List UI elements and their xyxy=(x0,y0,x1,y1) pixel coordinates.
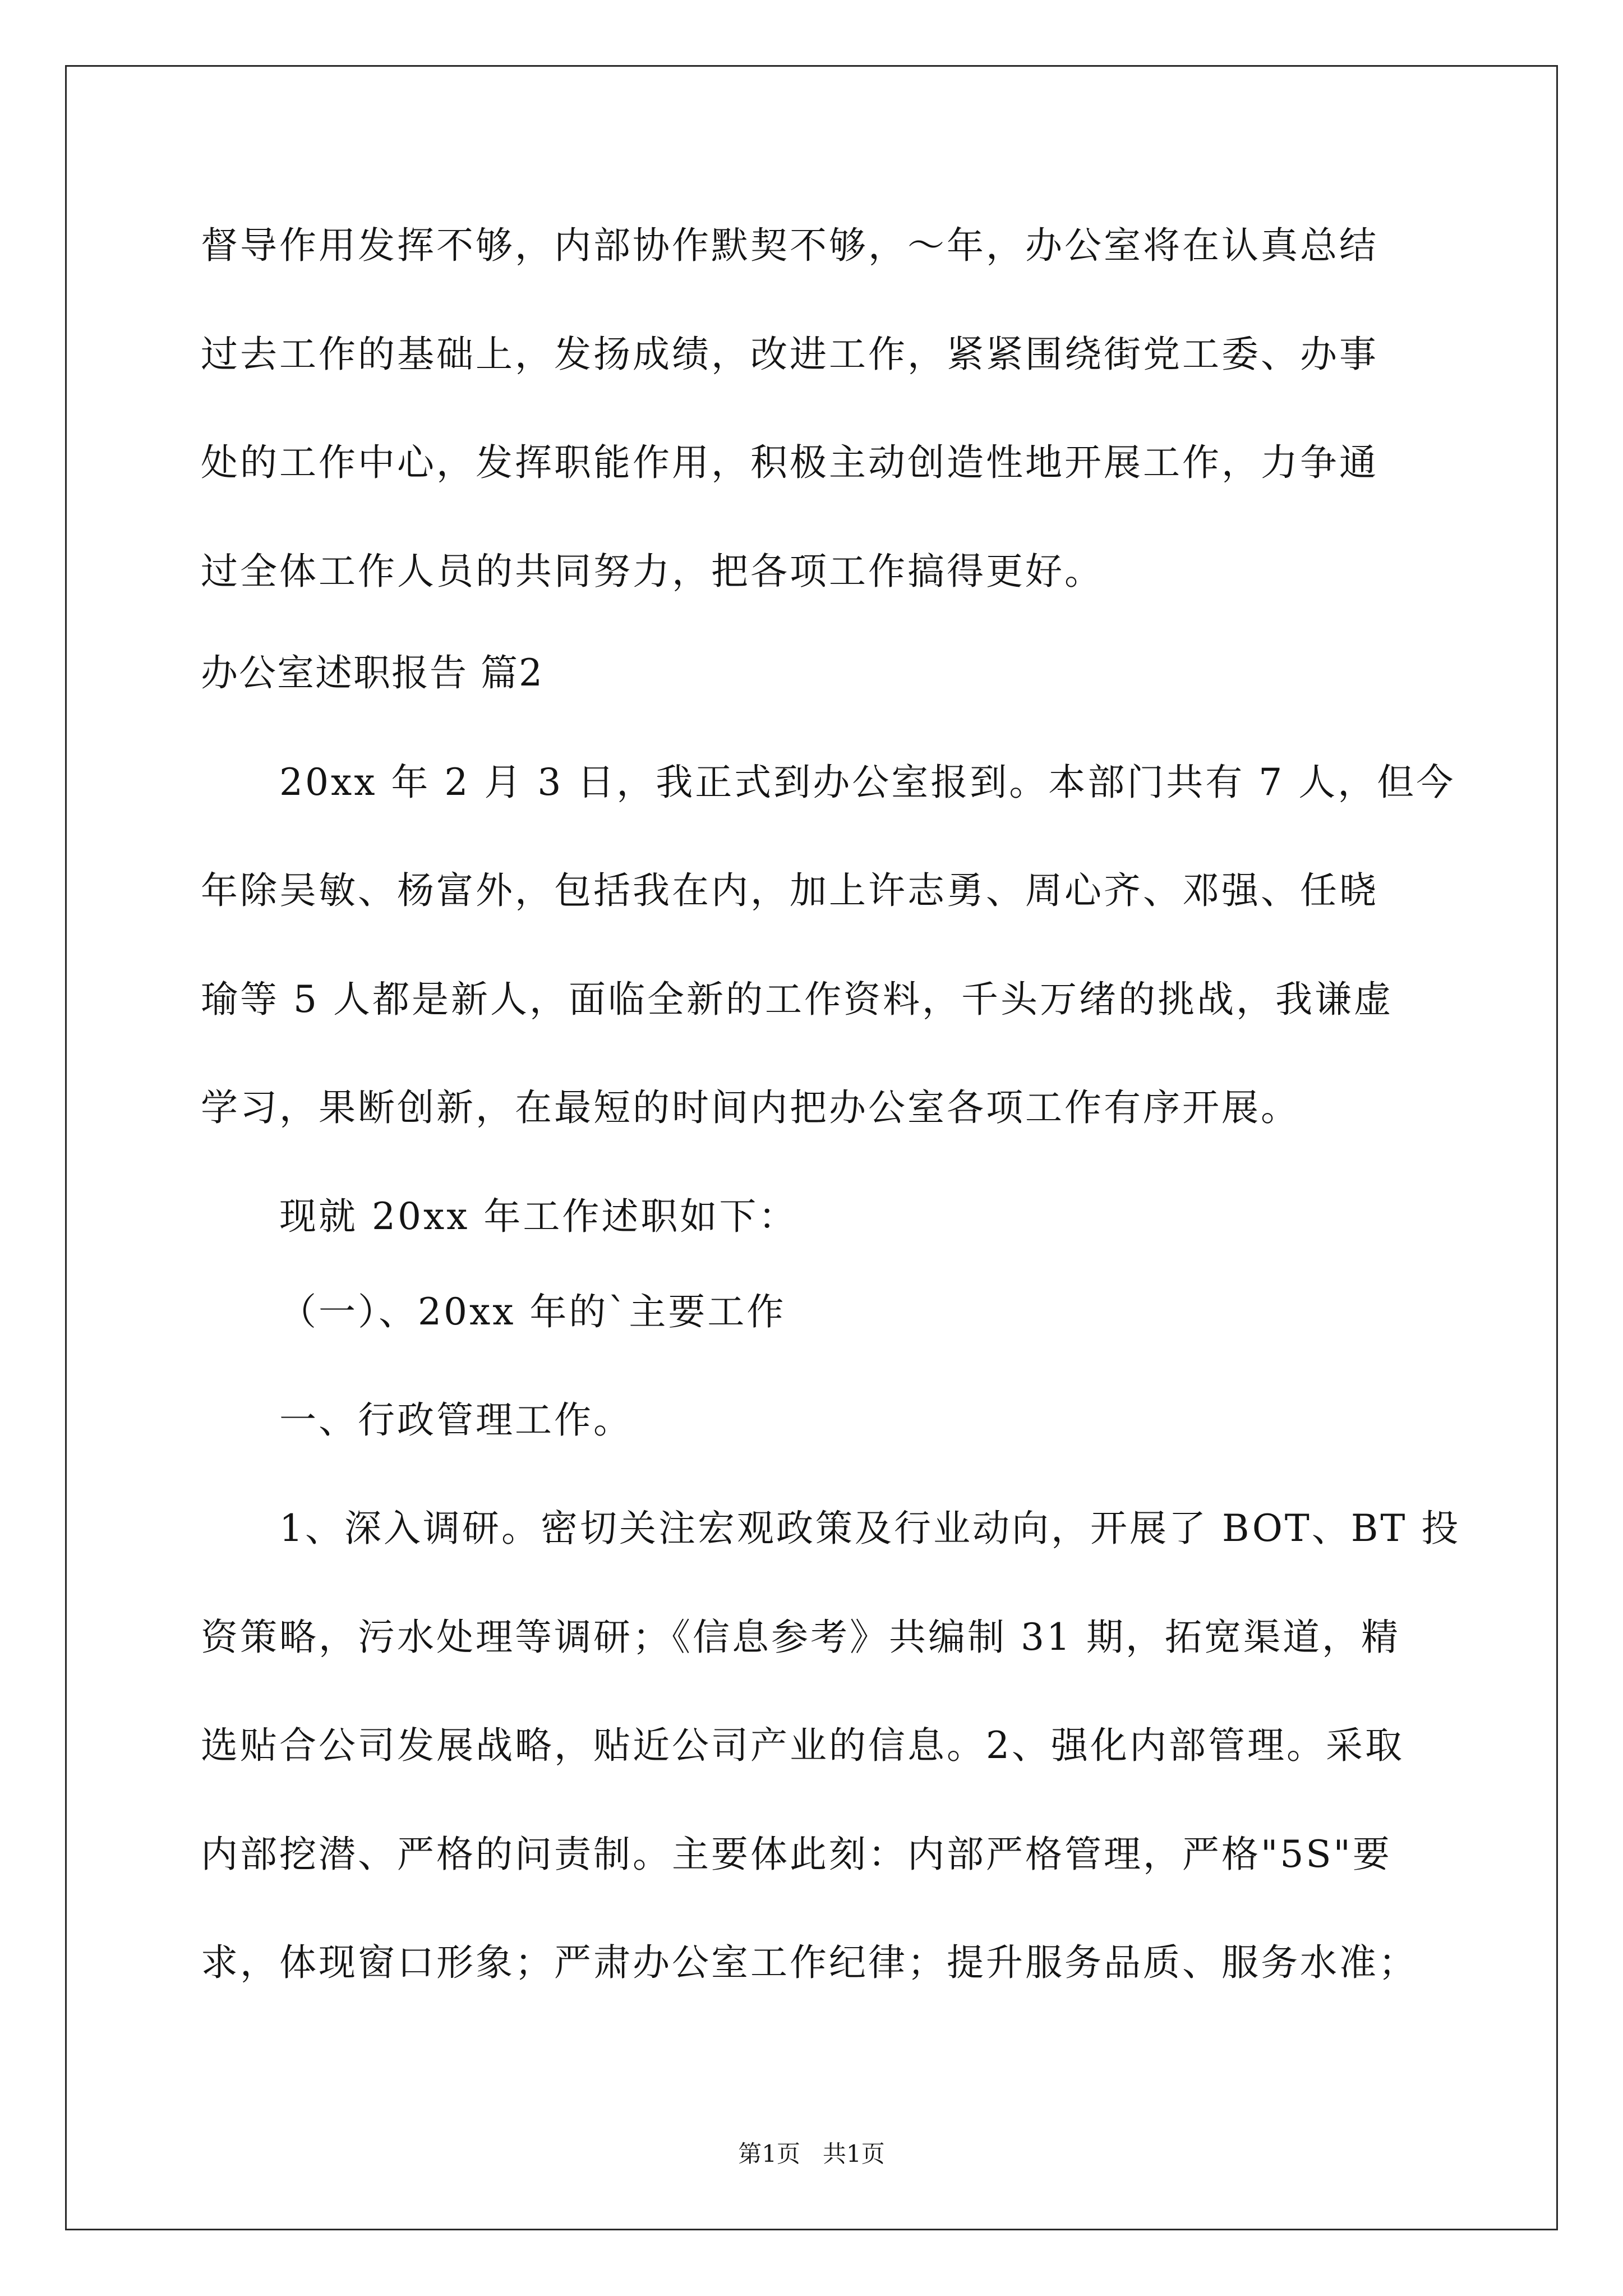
paragraph-line: 求，体现窗口形象；严肃办公室工作纪律；提升服务品质、服务水准； xyxy=(201,1941,1418,1984)
subsection-heading: （一）、20xx 年的`主要工作 xyxy=(279,1290,786,1333)
subsection-heading: 一、行政管理工作。 xyxy=(279,1398,633,1442)
paragraph-line: 学习，果断创新，在最短的时间内把办公室各项工作有序开展。 xyxy=(201,1086,1300,1129)
paragraph-line: 督导作用发挥不够，内部协作默契不够，～年，办公室将在认真总结 xyxy=(201,224,1378,267)
paragraph-line: 年除吴敏、杨富外，包括我在内，加上许志勇、周心齐、邓强、任晓 xyxy=(201,869,1378,912)
paragraph-line: 资策略，污水处理等调研；《信息参考》共编制 31 期，拓宽渠道，精 xyxy=(201,1616,1400,1659)
paragraph-line: 20xx 年 2 月 3 日，我正式到办公室报到。本部门共有 7 人，但今 xyxy=(279,761,1456,804)
page-footer: 第1页 共1页 xyxy=(738,2140,885,2168)
paragraph-line: 过去工作的基础上，发扬成绩，改进工作，紧紧围绕街党工委、办事 xyxy=(201,333,1378,376)
paragraph-line: 内部挖潜、严格的问责制。主要体此刻：内部严格管理，严格"5S"要 xyxy=(201,1833,1392,1876)
paragraph-line: 选贴合公司发展战略，贴近公司产业的信息。2、强化内部管理。采取 xyxy=(201,1724,1404,1767)
section-heading: 办公室述职报告 篇2 xyxy=(201,651,543,694)
page-border xyxy=(65,65,1558,2230)
paragraph-line: 1、深入调研。密切关注宏观政策及行业动向，开展了 BOT、BT 投 xyxy=(279,1507,1461,1550)
paragraph-line: 现就 20xx 年工作述职如下： xyxy=(279,1195,798,1238)
paragraph-line: 处的工作中心，发挥职能作用，积极主动创造性地开展工作，力争通 xyxy=(201,441,1378,484)
paragraph-line: 瑜等 5 人都是新人，面临全新的工作资料，千头万绪的挑战，我谦虚 xyxy=(201,978,1393,1021)
paragraph-line: 过全体工作人员的共同努力，把各项工作搞得更好。 xyxy=(201,550,1104,593)
